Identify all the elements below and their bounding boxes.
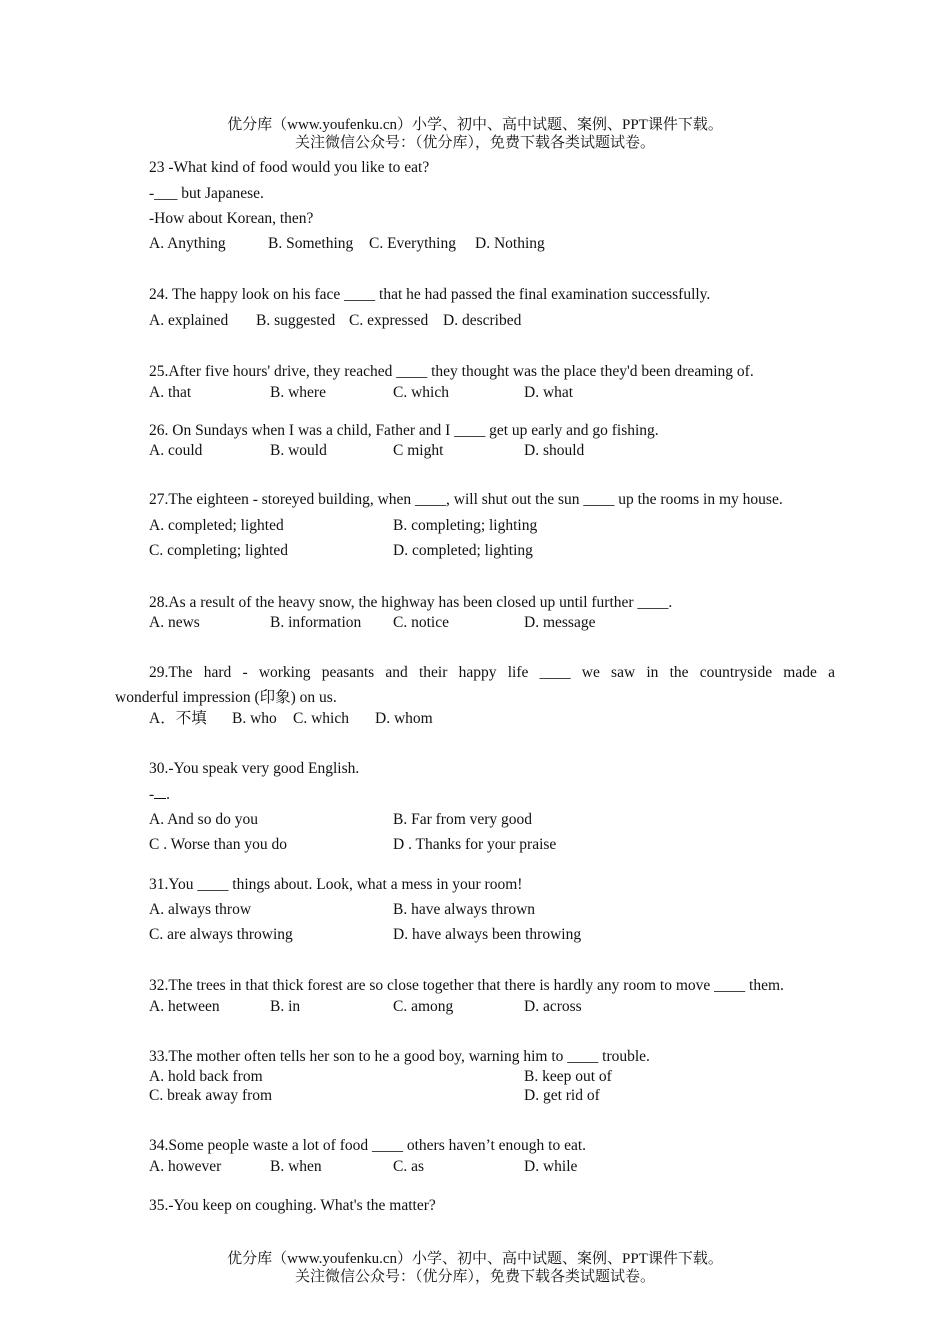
q29-word: in	[646, 664, 659, 681]
question-23-option-b: B. Something	[268, 235, 354, 252]
question-35-stem: 35.-You keep on coughing. What's the matter?	[149, 1197, 436, 1214]
question-33-option-a: A. hold back from	[149, 1068, 263, 1085]
question-23-option-c: C. Everything	[369, 235, 456, 252]
question-25-option-b: B. where	[270, 384, 326, 401]
question-30-option-c: C . Worse than you do	[149, 836, 287, 853]
question-32-option-c: C. among	[393, 998, 454, 1015]
question-34-option-b: B. when	[270, 1158, 322, 1175]
question-33-option-c: C. break away from	[149, 1087, 273, 1104]
question-24-stem: 24. The happy look on his face ____ that he had passed the final examination successfully.	[149, 286, 711, 303]
question-27-option-a: A. completed; lighted	[149, 517, 284, 534]
question-28-stem: 28.As a result of the heavy snow, the highway has been closed up until further ____.	[149, 594, 673, 611]
question-34-option-d: D. while	[524, 1158, 578, 1175]
question-27-option-c: C. completing; lighted	[149, 542, 289, 559]
question-30-option-b: B. Far from very good	[393, 811, 533, 828]
question-26-option-b: B. would	[270, 442, 327, 459]
q29-word: hard	[203, 664, 232, 681]
q29-word: countryside	[699, 664, 773, 681]
question-28-option-a: A. news	[149, 614, 200, 631]
q29-word: peasants	[321, 664, 375, 681]
q29-word: happy	[458, 664, 497, 681]
page-header-line-1: 优分库（www.youfenku.cn）小学、初中、高中试题、案例、PPT课件下载。	[227, 117, 723, 133]
question-33-option-d: D. get rid of	[524, 1087, 600, 1104]
question-23-line-2: -___ but Japanese.	[149, 185, 264, 202]
q29-word: made	[783, 664, 817, 681]
question-29-option-c: C. which	[293, 710, 349, 727]
q29-word: life	[507, 664, 529, 681]
q29-word: working	[258, 664, 311, 681]
question-34-option-c: C. as	[393, 1158, 424, 1175]
question-28-option-b: B. information	[270, 614, 362, 631]
question-33-option-b: B. keep out of	[524, 1068, 612, 1085]
question-33-stem: 33.The mother often tells her son to he a good boy, warning him to ____ trouble.	[149, 1048, 650, 1065]
q29-word: 29.The	[149, 664, 193, 681]
question-29-option-b: B. who	[232, 710, 277, 727]
question-32-option-d: D. across	[524, 998, 582, 1015]
answer-blank	[154, 786, 166, 799]
question-29-stem	[149, 663, 835, 682]
question-28-option-d: D. message	[524, 614, 596, 631]
question-29-option-d: D. whom	[375, 710, 433, 727]
question-32-option-b: B. in	[270, 998, 301, 1015]
q29-word: a	[828, 664, 835, 681]
question-30-option-d: D . Thanks for your praise	[393, 836, 557, 853]
q29-word: and	[385, 664, 408, 681]
question-30-option-a: A. And so do you	[149, 811, 258, 828]
question-31-option-b: B. have always thrown	[393, 901, 536, 918]
question-25-option-c: C. which	[393, 384, 449, 401]
question-24-option-d: D. described	[443, 312, 522, 329]
q29-word: saw	[611, 664, 636, 681]
page-footer-line-2: 关注微信公众号：（优分库），免费下载各类试题试卷。	[294, 1269, 655, 1285]
question-27-option-b: B. completing; lighting	[393, 517, 538, 534]
q29-word: the	[669, 664, 689, 681]
question-25-stem: 25.After five hours' drive, they reached ____ they thought was the place they'd been dreaming of.	[149, 363, 754, 380]
question-23-stem: 23 -What kind of food would you like to eat?	[149, 159, 430, 176]
question-27-stem: 27.The eighteen - storeyed building, when ____, will shut out the sun ____ up the rooms in my house.	[149, 491, 783, 508]
question-24-option-b: B. suggested	[256, 312, 336, 329]
question-29-option-a: A．不填	[149, 710, 207, 727]
question-26-option-c: C might	[393, 442, 444, 459]
q29-word: their	[419, 664, 448, 681]
question-25-option-d: D. what	[524, 384, 574, 401]
reply-period: .	[166, 786, 171, 803]
question-24-option-a: A. explained	[149, 312, 229, 329]
question-23-option-d: D. Nothing	[475, 235, 545, 252]
question-34-stem: 34.Some people waste a lot of food ____ others haven’t enough to eat.	[149, 1137, 587, 1154]
question-26-option-d: D. should	[524, 442, 585, 459]
question-25-option-a: A. that	[149, 384, 192, 401]
question-23-line-3: -How about Korean, then?	[149, 210, 314, 227]
q29-word: -	[242, 664, 248, 681]
question-30-stem: 30.-You speak very good English.	[149, 760, 360, 777]
q29-word: we	[581, 664, 600, 681]
question-29-line-2: wonderful impression (印象) on us.	[115, 689, 337, 706]
question-31-stem: 31.You ____ things about. Look, what a mess in your room!	[149, 876, 523, 893]
question-32-stem: 32.The trees in that thick forest are so close together that there is hardly any room to move ____ them.	[149, 977, 784, 994]
question-31-option-c: C. are always throwing	[149, 926, 293, 943]
question-23-option-a: A. Anything	[149, 235, 226, 252]
question-24-option-c: C. expressed	[349, 312, 429, 329]
page-header-line-2: 关注微信公众号：（优分库），免费下载各类试题试卷。	[294, 135, 655, 151]
question-26-option-a: A. could	[149, 442, 203, 459]
question-31-option-a: A. always throw	[149, 901, 252, 918]
q29-word: ____	[539, 664, 571, 681]
page-footer-line-1: 优分库（www.youfenku.cn）小学、初中、高中试题、案例、PPT课件下载。	[227, 1251, 723, 1267]
question-32-option-a: A. hetween	[149, 998, 220, 1015]
question-31-option-d: D. have always been throwing	[393, 926, 582, 943]
question-28-option-c: C. notice	[393, 614, 449, 631]
question-27-option-d: D. completed; lighting	[393, 542, 533, 559]
question-26-stem: 26. On Sundays when I was a child, Father and I ____ get up early and go fishing.	[149, 422, 659, 439]
reply-dash: -	[149, 786, 155, 803]
question-30-reply	[149, 785, 170, 804]
question-34-option-a: A. however	[149, 1158, 222, 1175]
